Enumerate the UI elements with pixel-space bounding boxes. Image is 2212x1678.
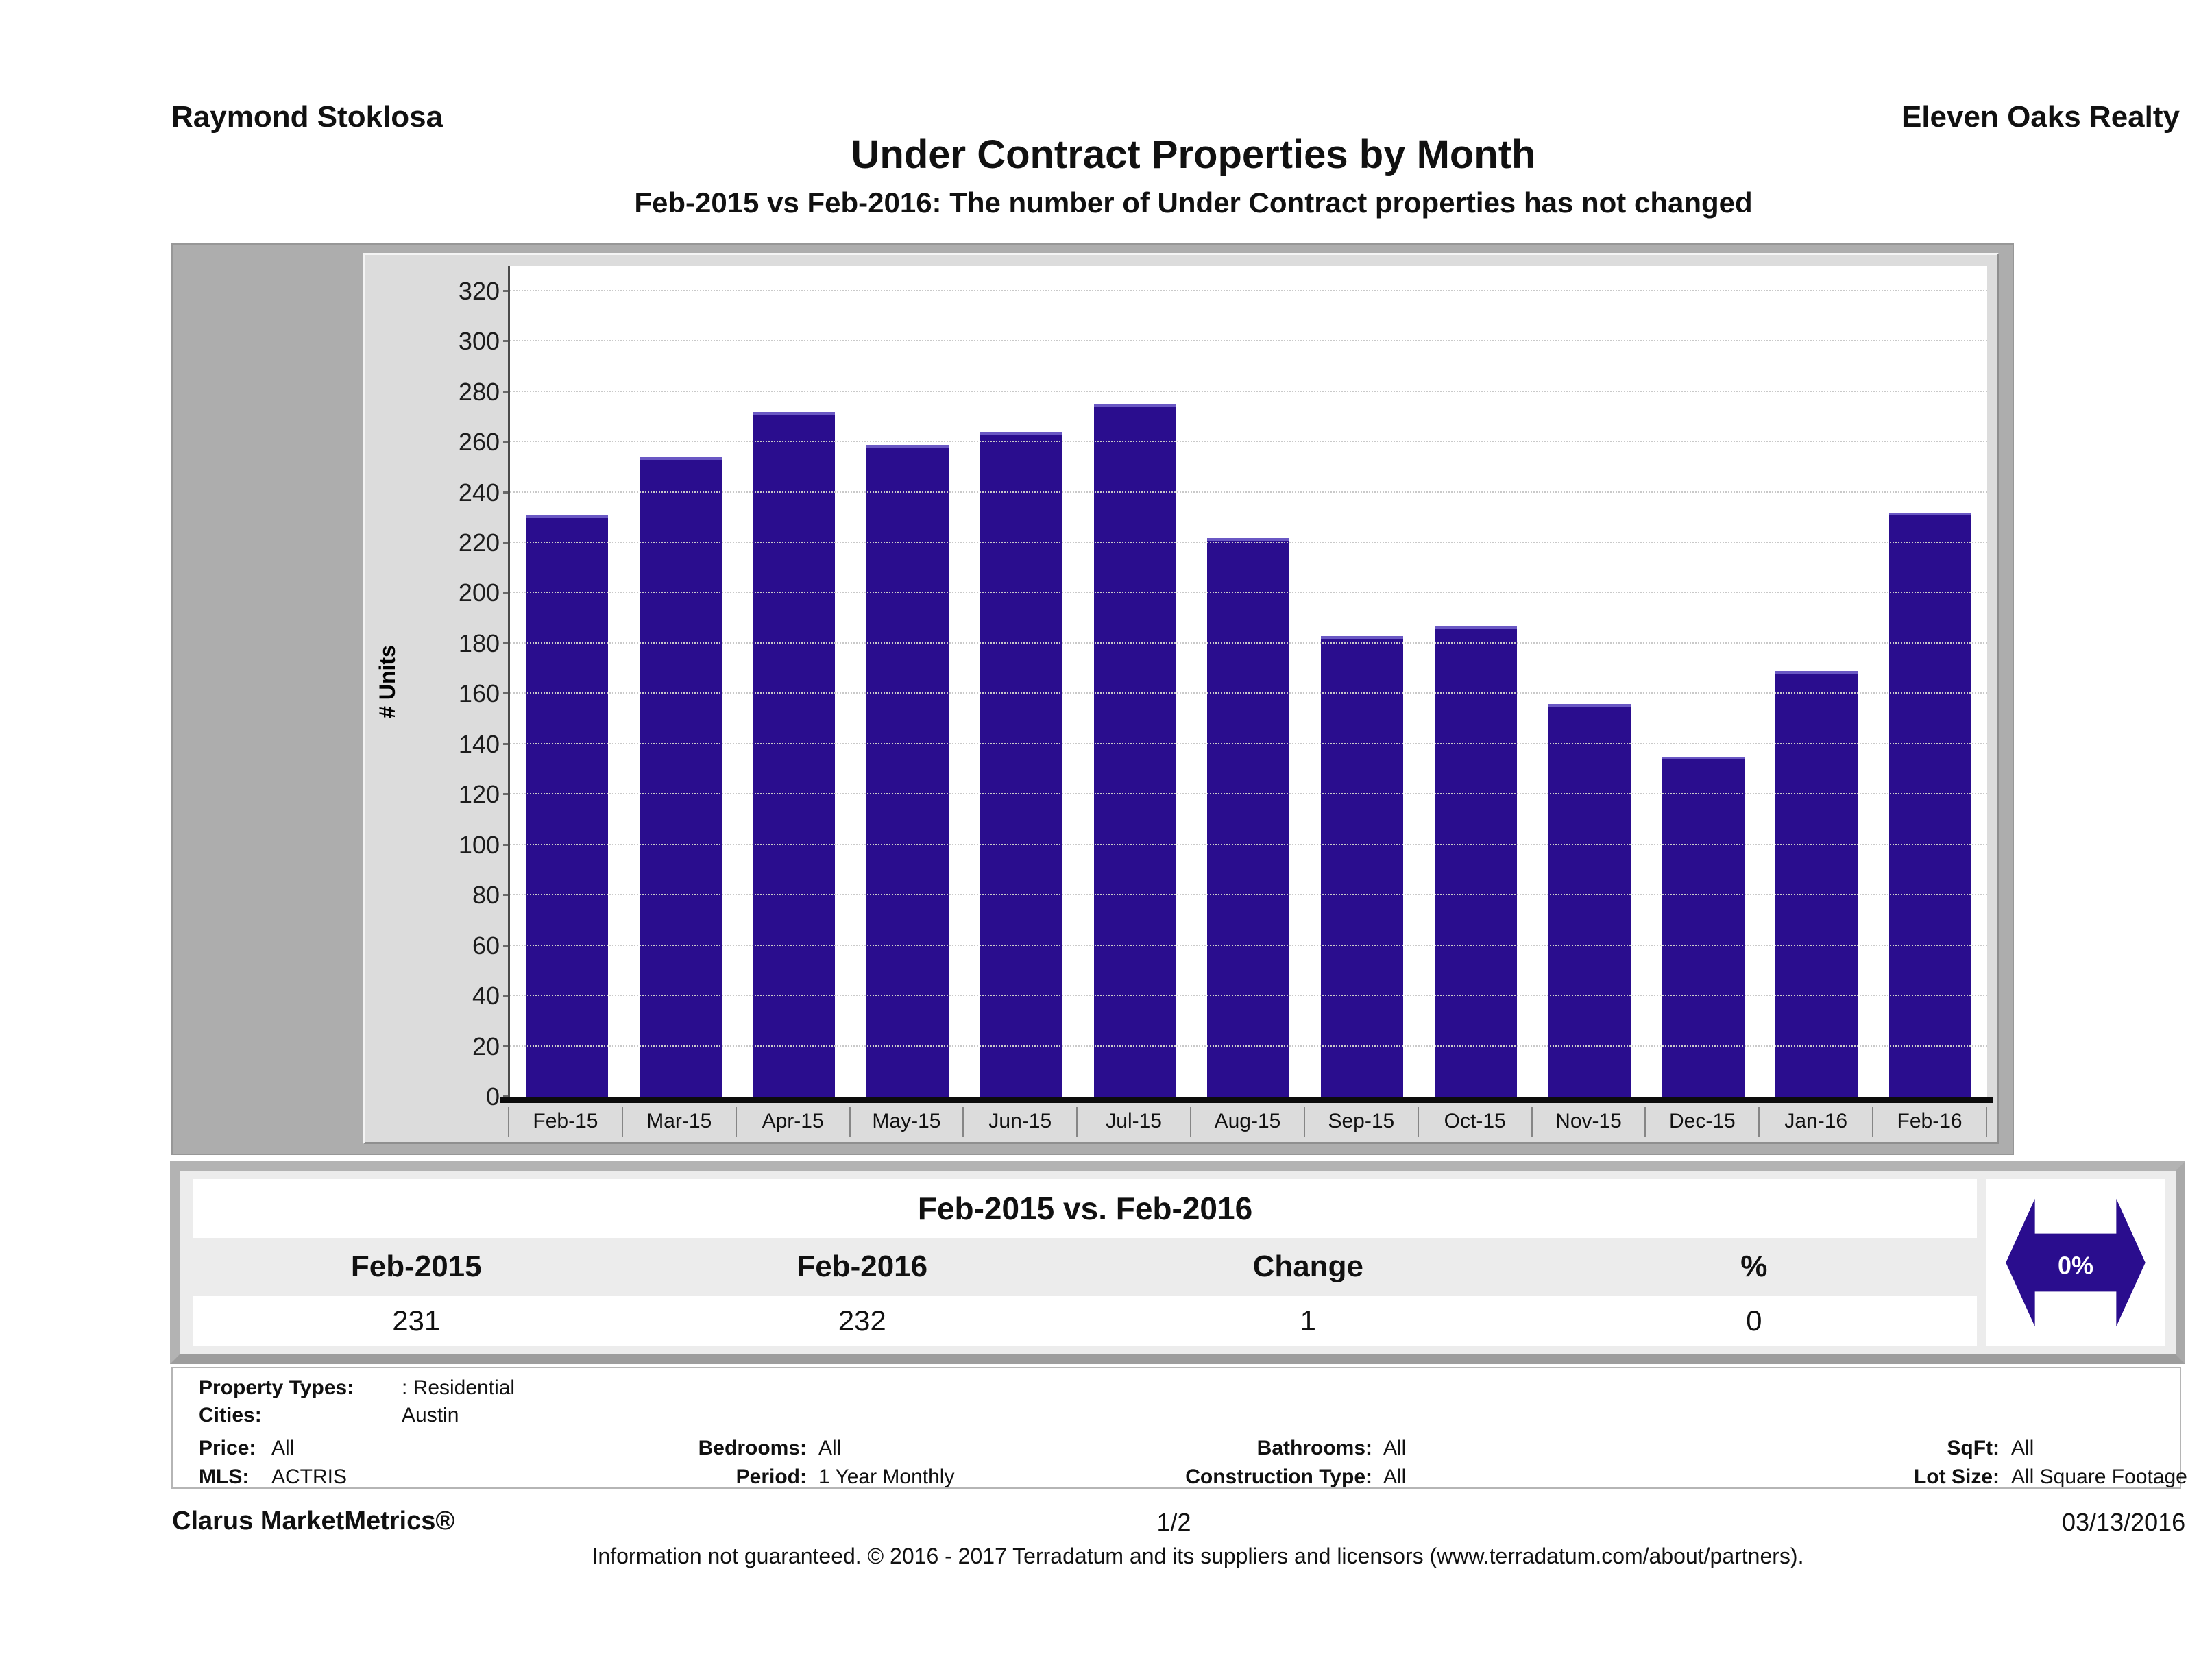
bathrooms-label: Bathrooms: (1256, 1437, 1372, 1459)
period-label: Period: (736, 1466, 807, 1488)
x-tick-label-feb-16: Feb-16 (1872, 1107, 1987, 1137)
summary-value-change: 1 (1300, 1304, 1316, 1337)
bar-aug-15 (1207, 538, 1289, 1097)
sqft-value: All (2011, 1437, 2034, 1459)
y-tick-label-80: 80 (405, 883, 500, 908)
change-indicator-box (1986, 1179, 2165, 1346)
summary-header-feb-2016: Feb-2016 (797, 1250, 928, 1283)
bar-feb-15 (526, 515, 608, 1097)
construction-type-value: All (1383, 1466, 1407, 1488)
bar-oct-15 (1435, 626, 1517, 1097)
x-tick-label-sep-15: Sep-15 (1304, 1107, 1418, 1137)
summary-header-feb-2015: Feb-2015 (350, 1250, 482, 1283)
footer-disclaimer: Information not guaranteed. © 2016 - 2017 Terradatum and its suppliers and licensors (www.terradatum.com/about/partners). (592, 1544, 1804, 1568)
y-tick-label-160: 160 (405, 681, 500, 706)
y-tick-label-260: 260 (405, 430, 500, 454)
footer-date: 03/13/2016 (2062, 1508, 2186, 1536)
y-tick-label-0: 0 (405, 1084, 500, 1109)
y-tick-label-320: 320 (405, 279, 500, 304)
summary-header-percent: % (1740, 1250, 1768, 1283)
gridline-200 (510, 592, 1987, 593)
gridline-100 (510, 844, 1987, 845)
footer-brand: Clarus MarketMetrics® (172, 1507, 455, 1535)
gridline-240 (510, 491, 1987, 493)
mls-label: MLS: (199, 1466, 250, 1488)
price-value: All (271, 1437, 295, 1459)
y-tick-label-300: 300 (405, 329, 500, 354)
gridline-300 (510, 340, 1987, 341)
bar-sep-15 (1321, 636, 1403, 1097)
chart-inner-panel (363, 253, 1999, 1144)
bar-jan-16 (1775, 671, 1858, 1097)
x-tick-label-mar-15: Mar-15 (622, 1107, 736, 1137)
summary-value-feb-2015: 231 (392, 1304, 441, 1337)
x-axis-baseline (500, 1097, 1993, 1103)
bathrooms-value: All (1383, 1437, 1407, 1459)
bar-mar-15 (640, 457, 722, 1097)
period-value: 1 Year Monthly (818, 1466, 955, 1488)
x-tick-label-aug-15: Aug-15 (1190, 1107, 1304, 1137)
property-types-value: : Residential (402, 1376, 515, 1399)
x-tick-label-dec-15: Dec-15 (1644, 1107, 1758, 1137)
y-tick-label-200: 200 (405, 581, 500, 605)
x-tick-label-jan-16: Jan-16 (1758, 1107, 1872, 1137)
bar-jun-15 (980, 432, 1062, 1097)
x-axis-labels (508, 1107, 1987, 1137)
y-tick-label-240: 240 (405, 481, 500, 505)
bedrooms-value: All (818, 1437, 842, 1459)
sqft-label: SqFt: (1947, 1437, 2000, 1459)
y-tick-label-40: 40 (405, 984, 500, 1008)
property-types-label: Property Types: (199, 1376, 354, 1399)
cities-value: Austin (402, 1404, 459, 1426)
y-tick-label-140: 140 (405, 732, 500, 757)
y-axis-labels (405, 266, 500, 1110)
lot-size-label: Lot Size: (1914, 1466, 2000, 1488)
y-tick-label-280: 280 (405, 380, 500, 404)
brokerage-name: Eleven Oaks Realty (1901, 100, 2180, 134)
y-tick-label-120: 120 (405, 782, 500, 807)
footer-page-number: 1/2 (1156, 1508, 1191, 1536)
construction-type-label: Construction Type: (1185, 1466, 1372, 1488)
summary-header-row (193, 1238, 1977, 1296)
agent-name: Raymond Stoklosa (171, 100, 443, 134)
summary-value-row (193, 1296, 1977, 1346)
x-tick-label-may-15: May-15 (849, 1107, 963, 1137)
bar-nov-15 (1548, 704, 1631, 1097)
lot-size-value: All Square Footage (2011, 1466, 2187, 1488)
x-tick-label-feb-15: Feb-15 (508, 1107, 622, 1137)
y-axis-title: # Units (374, 644, 400, 718)
summary-table (170, 1161, 2185, 1364)
summary-title: Feb-2015 vs. Feb-2016 (193, 1179, 1977, 1238)
x-tick-label-jul-15: Jul-15 (1076, 1107, 1190, 1137)
report-subtitle: Feb-2015 vs Feb-2016: The number of Under Contract properties has not changed (634, 186, 1753, 219)
y-tick-label-180: 180 (405, 631, 500, 656)
y-tick-label-220: 220 (405, 531, 500, 555)
filters-box (171, 1367, 2187, 1489)
y-tick-label-100: 100 (405, 833, 500, 858)
gridline-160 (510, 692, 1987, 694)
zero-change-arrow-icon (1997, 1190, 2154, 1335)
chart-panel (171, 243, 2014, 1155)
gridline-260 (510, 441, 1987, 442)
plot-area (508, 266, 1987, 1097)
mls-value: ACTRIS (271, 1466, 348, 1488)
summary-value-feb-2016: 232 (838, 1304, 886, 1337)
gridline-140 (510, 743, 1987, 744)
gridline-180 (510, 642, 1987, 644)
x-tick-label-oct-15: Oct-15 (1418, 1107, 1531, 1137)
gridline-20 (510, 1045, 1987, 1047)
gridline-120 (510, 793, 1987, 794)
gridline-80 (510, 894, 1987, 895)
x-tick-label-jun-15: Jun-15 (962, 1107, 1076, 1137)
x-tick-label-nov-15: Nov-15 (1531, 1107, 1645, 1137)
y-tick-label-20: 20 (405, 1034, 500, 1059)
price-label: Price: (199, 1437, 256, 1459)
report-title: Under Contract Properties by Month (851, 132, 1536, 177)
y-tick-label-60: 60 (405, 934, 500, 958)
summary-table-main (193, 1179, 1977, 1346)
y-axis-title-wrap (369, 266, 405, 1097)
cities-label: Cities: (199, 1404, 262, 1426)
gridline-40 (510, 995, 1987, 996)
gridline-220 (510, 542, 1987, 543)
gridline-320 (510, 290, 1987, 291)
bar-feb-16 (1889, 513, 1971, 1097)
summary-value-percent: 0 (1746, 1304, 1762, 1337)
bedrooms-label: Bedrooms: (698, 1437, 807, 1459)
gridline-60 (510, 945, 1987, 946)
summary-header-change: Change (1252, 1250, 1363, 1283)
gridline-280 (510, 391, 1987, 392)
bar-jul-15 (1094, 404, 1176, 1097)
change-indicator-label: 0% (2057, 1251, 2094, 1280)
x-tick-label-apr-15: Apr-15 (736, 1107, 849, 1137)
